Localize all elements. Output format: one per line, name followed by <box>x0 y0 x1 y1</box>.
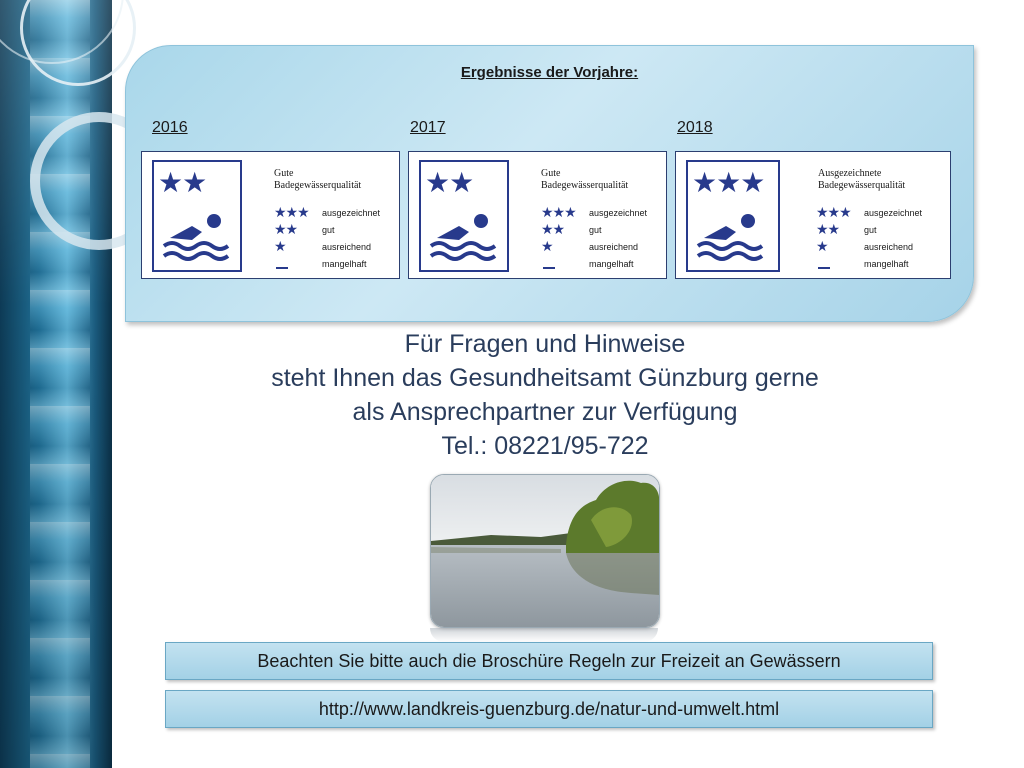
legend-label: ausgezeichnet <box>322 207 381 218</box>
rating-legend <box>274 204 380 272</box>
legend-label: mangelhaft <box>589 258 634 269</box>
info-line: Für Fragen und Hinweise <box>404 330 686 358</box>
quality-label: Gute Badegewässerqualität <box>274 168 362 191</box>
rating-stars: ★★ <box>425 167 474 198</box>
year-label-2016: 2016 <box>152 119 188 136</box>
info-line: steht Ihnen das Gesundheitsamt Günzburg gerne <box>271 364 819 392</box>
swimmer-icon <box>696 212 766 262</box>
rating-card-2018 <box>675 151 951 279</box>
legend-dash <box>541 256 589 272</box>
quality-label: Gute Badegewässerqualität <box>541 168 629 191</box>
brochure-banner: Beachten Sie bitte auch die Broschüre Regeln zur Freizeit an Gewässern <box>165 642 933 680</box>
legend-label: mangelhaft <box>864 258 909 269</box>
year-label-2018: 2018 <box>677 119 713 136</box>
bathing-water-symbol <box>152 160 242 272</box>
legend-stars: ★★ <box>274 221 298 237</box>
year-label-2017: 2017 <box>410 119 446 136</box>
bathing-water-symbol <box>686 160 780 272</box>
rating-legend <box>816 204 922 272</box>
legend-dash <box>274 256 322 272</box>
legend-label: gut <box>589 224 602 235</box>
legend-label: ausgezeichnet <box>589 207 648 218</box>
phone-number: Tel.: 08221/95-722 <box>441 432 649 460</box>
legend-dash <box>816 256 864 272</box>
legend-stars: ★ <box>274 238 286 254</box>
legend-stars: ★ <box>541 238 553 254</box>
legend-stars: ★★★ <box>816 204 851 220</box>
info-line: als Ansprechpartner zur Verfügung <box>352 398 738 426</box>
website-link[interactable]: http://www.landkreis-guenzburg.de/natur-und-umwelt.html <box>165 690 933 728</box>
legend-label: gut <box>864 224 877 235</box>
rating-card-2016 <box>141 151 400 279</box>
legend-stars: ★ <box>816 238 828 254</box>
photo-reflection <box>430 628 658 642</box>
legend-stars: ★★★ <box>274 204 309 220</box>
rating-stars: ★★ <box>158 167 207 198</box>
previous-years-panel <box>125 45 974 322</box>
legend-stars: ★★ <box>541 221 565 237</box>
panel-title: Ergebnisse der Vorjahre: <box>460 64 639 81</box>
contact-info <box>190 327 900 463</box>
rating-stars: ★★★ <box>692 167 765 198</box>
bathing-water-symbol <box>419 160 509 272</box>
quality-label: Ausgezeichnete Badegewässerqualität <box>818 168 906 191</box>
rating-card-2017 <box>408 151 667 279</box>
legend-label: ausreichend <box>322 241 372 252</box>
lake-photo <box>430 474 660 628</box>
legend-label: ausreichend <box>589 241 639 252</box>
rating-legend <box>541 204 647 272</box>
legend-label: ausgezeichnet <box>864 207 923 218</box>
legend-label: gut <box>322 224 335 235</box>
legend-stars: ★★ <box>816 221 840 237</box>
swimmer-icon <box>429 212 499 262</box>
legend-label: mangelhaft <box>322 258 367 269</box>
legend-label: ausreichend <box>864 241 914 252</box>
swimmer-icon <box>162 212 232 262</box>
legend-stars: ★★★ <box>541 204 576 220</box>
